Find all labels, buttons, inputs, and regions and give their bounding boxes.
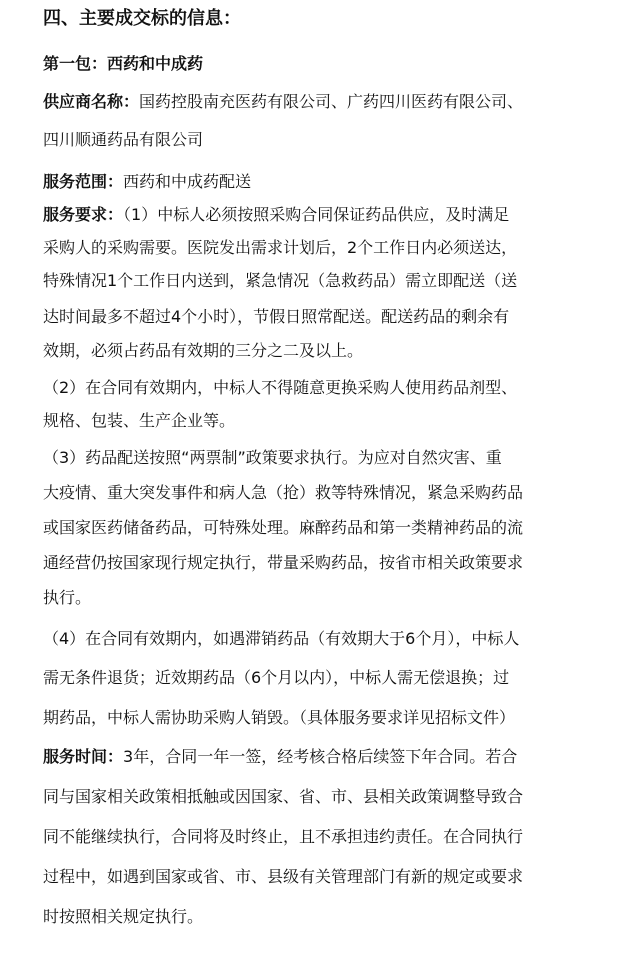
requirement-1-line: 采购人的采购需要。医院发出需求计划后，2个工作日内必须送达， (43, 238, 518, 257)
service-time-first-line: 3年，合同一年一签，经考核合格后续签下年合同。若合 (123, 747, 518, 766)
requirement-3-line: 大疫情、重大突发事件和病人急（抢）救等特殊情况，紧急采购药品 (43, 483, 524, 502)
requirement-4-line: （4）在合同有效期内，如遇滞销药品（有效期大于6个月），中标人 (43, 629, 520, 648)
service-time-line: 同与国家相关政策相抵触或因国家、省、市、县相关政策调整导致合 (43, 787, 524, 806)
package-title: 第一包：西药和中成药 (43, 54, 204, 73)
requirement-2-line: 规格、包装、生产企业等。 (43, 411, 236, 430)
requirement-2-line: （2）在合同有效期内，中标人不得随意更换采购人使用药品剂型、 (43, 378, 518, 397)
supplier-value-1: 国药控股南充医药有限公司、广药四川医药有限公司、 (139, 92, 524, 111)
service-time-line (43, 746, 517, 768)
requirement-1-first-line: （1）中标人必须按照采购合同保证药品供应，及时满足 (123, 205, 510, 224)
supplier-line-1 (43, 91, 523, 113)
service-scope-label: 服务范围： (43, 172, 124, 191)
service-time-line: 同不能继续执行，合同将及时终止，且不承担违约责任。在合同执行 (43, 827, 524, 846)
requirement-3-line: 通经营仍按国家现行规定执行，带量采购药品，按省市相关政策要求 (43, 553, 524, 572)
requirement-3-line: 执行。 (43, 588, 92, 607)
service-scope-value: 西药和中成药配送 (123, 172, 252, 191)
requirement-3-line: （3）药品配送按照“两票制”政策要求执行。为应对自然灾害、重 (43, 448, 502, 467)
service-time-label: 服务时间： (43, 747, 124, 766)
requirement-1-line: 达时间最多不超过4个小时），节假日照常配送。配送药品的剩余有 (43, 307, 510, 326)
requirement-4-line: 需无条件退货；近效期药品（6个月以内），中标人需无偿退换；过 (43, 668, 510, 687)
service-time-line: 时按照相关规定执行。 (43, 907, 204, 926)
requirement-1-line: 特殊情况1个工作日内送到，紧急情况（急救药品）需立即配送（送 (43, 271, 518, 290)
supplier-label: 供应商名称： (43, 92, 140, 111)
requirement-1-line: 效期，必须占药品有效期的三分之二及以上。 (43, 341, 364, 360)
service-requirements-line (43, 204, 509, 226)
supplier-line-2: 四川顺通药品有限公司 (43, 130, 204, 149)
service-requirements-label: 服务要求： (43, 205, 124, 224)
requirement-3-line: 或国家医药储备药品，可特殊处理。麻醉药品和第一类精神药品的流 (43, 518, 524, 537)
service-time-line: 过程中，如遇到国家或省、市、县级有关管理部门有新的规定或要求 (43, 867, 524, 886)
requirement-4-line: 期药品，中标人需协助采购人销毁。（具体服务要求详见招标文件） (43, 708, 516, 727)
section-heading: 四、主要成交标的信息： (43, 8, 241, 29)
service-scope (43, 171, 251, 193)
